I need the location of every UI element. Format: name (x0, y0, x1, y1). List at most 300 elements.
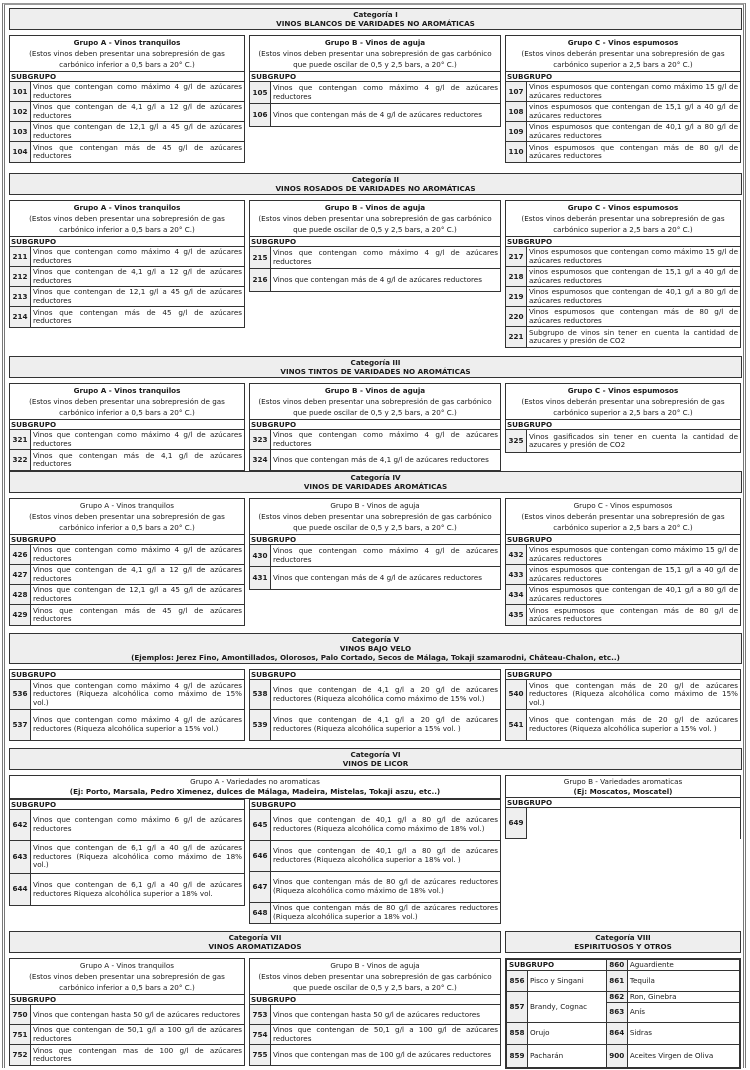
group-header (506, 36, 740, 72)
group-cat6-A-header (9, 775, 501, 799)
subgroup-header: SUBGRUPO (250, 237, 500, 247)
subgroup-description: Vinos que contengan más de 4,1 g/l de azúcares reductores (33, 450, 242, 469)
subgroup-row (506, 327, 740, 347)
subgroup-description: Vinos que contengan como máximo 4 g/l de azúcares reductores (273, 430, 498, 448)
subgroup-row (10, 1025, 244, 1045)
subgroup-row (250, 567, 500, 589)
subgroup-header: SUBGRUPO (250, 995, 500, 1005)
subgroup-description: Vinos que contengan de 4,1 g/l a 12 g/l de azúcares reductores (33, 267, 242, 285)
subgroup-description: Ron, Ginebra (627, 992, 739, 1003)
group-note: que puede oscilar de 0,5 y 2,5 bars, a 20° C.) (293, 983, 457, 993)
subgroup-row (506, 82, 740, 102)
group-note: (Estos vinos deben presentar una sobrepresión de gas carbónico (258, 512, 492, 522)
subgroup-code: 110 (506, 142, 527, 162)
group-title: Grupo C - Vinos espumosos (567, 386, 679, 395)
subgroup-code: 861 (606, 971, 627, 992)
subgroup-description: vinos espumosos que contengan de 15,1 g/l a 40 g/l de azúcares reductores (529, 565, 738, 583)
group-title: Grupo A - Vinos tranquilos (73, 38, 181, 47)
subgroup-description: Vinos que contengan de 50,1 g/l a 100 g/l de azúcares reductores (33, 1025, 242, 1043)
group-cat7-1 (249, 958, 501, 1066)
subgroup-code: 751 (10, 1025, 31, 1044)
group-cat6-A-left (9, 799, 245, 906)
subgroup-row (10, 430, 244, 450)
subgroup-description: Vinos que contengan de 12,1 g/l a 45 g/l de azúcares reductores (33, 585, 242, 603)
subgroup-code: 101 (10, 82, 31, 101)
group-title: Grupo A - Variedades no aromaticas (190, 777, 320, 786)
subgroup-row (250, 903, 500, 923)
category-title: Categoría I (353, 10, 398, 19)
subgroup-code: 754 (250, 1025, 271, 1044)
subgroup-header: SUBGRUPO (506, 237, 740, 247)
group-note: (Ej: Moscatos, Moscatel) (573, 786, 673, 796)
subgroup-description: Vinos que contengan como máximo 4 g/l de azúcares reductores (Riqueza alcohólica superior a 15% vol.) (33, 715, 242, 733)
category-header (9, 931, 501, 953)
subgroup-code: 537 (10, 710, 31, 740)
subgroup-description: Vinos que contengan de 4,1 g/l a 12 g/l de azúcares reductores (33, 102, 242, 120)
subgroup-row (250, 450, 500, 470)
subgroup-description: Vinos espumosos que contengan de 40,1 g/l a 80 g/l de azúcares reductores (529, 287, 738, 305)
subgroup-header: SUBGRUPO (250, 420, 500, 430)
subgroup-code: 857 (507, 992, 528, 1023)
subgroup-description: Vinos espumosos que contengan como máximo 15 g/l de azúcares reductores (529, 247, 738, 265)
subgroup-description: Pisco y Singani (528, 971, 607, 992)
group-title: Grupo A - Vinos tranquilos (79, 501, 175, 510)
group-header (506, 384, 740, 420)
subgroup-row (10, 810, 244, 841)
category-cat6 (9, 748, 742, 770)
subgroup-header: SUBGRUPO (10, 237, 244, 247)
subgroup-row (506, 680, 740, 710)
subgroup-description: Vinos que contengan como máximo 4 g/l de azúcares reductores (Riqueza alcohólica como máximo de 15% vol.) (33, 680, 242, 707)
group-note: que puede oscilar de 0,5 y 2,5 bars, a 20° C.) (293, 225, 457, 235)
group-title: Grupo B - Variedades aromaticas (563, 777, 683, 786)
group-title: Grupo B - Vinos de aguja (330, 501, 420, 510)
subgroup-code: 858 (507, 1023, 528, 1045)
group-title: Grupo B - Vinos de aguja (324, 203, 426, 212)
group-header (506, 776, 740, 798)
category-cat4 (9, 471, 742, 493)
subgroup-row (10, 874, 244, 905)
subgroup-description: Vinos que contengan hasta 50 g/l de azúcares reductores (273, 1009, 481, 1019)
group-header (506, 499, 740, 535)
subgroup-code: 214 (10, 307, 31, 327)
subgroup-description: Vinos que contengan más de 4 g/l de azúcares reductores (273, 110, 482, 120)
subgroup-code: 102 (10, 102, 31, 121)
group-header (10, 959, 244, 995)
subgroup-header: SUBGRUPO (250, 72, 500, 82)
subgroup-header: SUBGRUPO (10, 72, 244, 82)
group-note: (Estos vinos deben presentar una sobrepresión de gas carbónico (258, 49, 492, 59)
subgroup-code: 863 (606, 1003, 627, 1023)
subgroup-code: 860 (606, 960, 627, 971)
subgroup-code: 321 (10, 430, 31, 449)
subgroup-code: 323 (250, 430, 271, 449)
subgroup-code: 217 (506, 247, 527, 266)
subgroup-code: 900 (606, 1045, 627, 1068)
subgroup-code: 216 (250, 269, 271, 291)
subgroup-description: Vinos que contengan de 40,1 g/l a 80 g/l de azúcares reductores (Riqueza alcohólica como máximo de 18% vol.) (273, 815, 498, 833)
subgroup-description: Vinos que contengan más de 45 g/l de azúcares reductores (33, 307, 242, 326)
subgroup-row (10, 545, 244, 565)
subgroup-row (250, 872, 500, 903)
subgroup-description: Vinos espumosos que contengan de 40,1 g/l a 80 g/l de azúcares reductores (529, 122, 738, 140)
group-note: (Estos vinos deben presentar una sobrepresión de gas (29, 397, 225, 407)
subgroup-code: 862 (606, 992, 627, 1003)
subgroup-row (10, 680, 244, 710)
subgroup-code: 220 (506, 307, 527, 326)
subgroup-description: Vinos que contengan más de 80 g/l de azúcares reductores (Riqueza alcohólica superior a 18% vol.) (273, 903, 498, 921)
group-note: carbónico inferior a 0,5 bars a 20° C.) (59, 523, 195, 533)
subgroup-description: Vinos que contengan de 4,1 g/l a 20 g/l de azúcares reductores (Riqueza alcohólica como máximo de 15% vol.) (273, 684, 498, 703)
category-cat2 (9, 173, 742, 195)
subgroup-row (507, 1023, 740, 1045)
subgroup-row (507, 1045, 740, 1068)
group-note: (Estos vinos deberán presentar una sobrepresión de gas (521, 397, 725, 407)
group-note: (Estos vinos deben presentar una sobrepresión de gas (29, 512, 225, 522)
subgroup-code: 538 (250, 680, 271, 709)
subgroup-code: 434 (506, 585, 527, 604)
subgroup-code: 859 (507, 1045, 528, 1068)
subgroup-code: 211 (10, 247, 31, 266)
subgroup-row (507, 971, 740, 992)
subgroup-description: Vinos que contengan más de 80 g/l de azúcares reductores (Riqueza alcohólica como máximo de 18% vol.) (273, 877, 498, 895)
subgroup-header: SUBGRUPO (507, 960, 607, 971)
subgroup-description: Vinos espumosos que contengan de 40,1 g/l a 80 g/l de azúcares reductores (529, 585, 738, 603)
subgroup-header: SUBGRUPO (10, 800, 244, 810)
subgroup-code: 324 (250, 450, 271, 470)
subgroup-row (10, 1045, 244, 1065)
subgroup-row (10, 585, 244, 605)
subgroup-row (506, 585, 740, 605)
subgroup-code: 104 (10, 142, 31, 162)
group-cat4-1 (249, 498, 501, 590)
subgroup-code: 108 (506, 102, 527, 121)
subgroup-description: Vinos que contengan de 40,1 g/l a 80 g/l de azúcares reductores (Riqueza alcohólica superior a 18% vol. ) (273, 846, 498, 864)
subgroup-description: Vinos que contengan más de 20 g/l de azúcares reductores (Riqueza alcohólica como máximo de 15% vol.) (529, 680, 738, 707)
group-header (250, 36, 500, 72)
subgroup-header: SUBGRUPO (506, 670, 740, 680)
subgroup-description: Vinos que contengan como máximo 4 g/l de azúcares reductores (273, 546, 498, 564)
group-note: (Ej: Porto, Marsala, Pedro Ximenez, dulces de Málaga, Madeira, Mistelas, Tokaji aszu, etc..) (69, 786, 441, 796)
subgroup-code: 427 (10, 565, 31, 584)
subgroup-description: Vinos espumosos que contengan como máximo 15 g/l de azúcares reductores (529, 545, 738, 563)
category-title: Categoría V (351, 635, 400, 644)
subgroup-description: Sidras (627, 1023, 739, 1045)
subgroup-header: SUBGRUPO (10, 535, 244, 545)
subgroup-code: 212 (10, 267, 31, 286)
subgroup-description: Vinos que contengan más de 45 g/l de azúcares reductores (33, 142, 242, 161)
subgroup-code: 109 (506, 122, 527, 141)
group-note: (Estos vinos deberán presentar una sobrepresión de gas (521, 214, 725, 224)
group-cat1-1 (249, 35, 501, 127)
subgroup-header: SUBGRUPO (506, 72, 740, 82)
group-header (250, 201, 500, 237)
subgroup-description: Pacharán (528, 1045, 607, 1068)
subgroup-row (10, 247, 244, 267)
group-header (10, 201, 244, 237)
subgroup-description: Vinos que contengan más de 45 g/l de azúcares reductores (33, 605, 242, 624)
subgroup-header: SUBGRUPO (10, 420, 244, 430)
subgroup-code: 431 (250, 567, 271, 589)
group-header (250, 384, 500, 420)
subgroup-row (10, 122, 244, 142)
subgroup-description: Subgrupo de vinos sin tener en cuenta la cantidad de azucares y presión de CO2 (529, 327, 738, 346)
subgroup-row (506, 430, 740, 452)
subgroup-code: 645 (250, 810, 271, 840)
group-title: Grupo A - Vinos tranquilos (73, 386, 181, 395)
subgroup-row (10, 450, 244, 470)
subgroup-description: Aguardiente (627, 960, 739, 971)
subgroup-description: Vinos que contengan como máximo 4 g/l de azúcares reductores (33, 545, 242, 563)
category-subtitle: VINOS BLANCOS DE VARIDADES NO AROMÁTICAS (276, 19, 475, 28)
subgroup-header: SUBGRUPO (250, 800, 500, 810)
category-header (9, 8, 742, 30)
subgroup-description: Vinos que contengan mas de 100 g/l de azúcares reductores (33, 1045, 242, 1064)
group-header (506, 201, 740, 237)
subgroup-code: 426 (10, 545, 31, 564)
category-subtitle: VINOS DE VARIDADES AROMÁTICAS (303, 482, 448, 491)
subgroup-row (506, 102, 740, 122)
group-cat3-0 (9, 383, 245, 471)
subgroup-code: 221 (506, 327, 527, 347)
group-cat4-0 (9, 498, 245, 626)
subgroup-row (250, 1045, 500, 1065)
group-cat5-0 (9, 669, 245, 741)
subgroup-description: Aceites Virgen de Oliva (627, 1045, 739, 1068)
subgroup-description: Brandy, Cognac (528, 992, 607, 1023)
subgroup-header: SUBGRUPO (506, 798, 740, 808)
category-examples: (Ejemplos: Jerez Fino, Amontillados, Olorosos, Palo Cortado, Secos de Málaga, Tokaji szamarodni, Château-Chalon, etc..) (131, 653, 620, 662)
subgroup-code: 325 (506, 430, 527, 452)
group-note: (Estos vinos deben presentar una sobrepresión de gas (29, 972, 225, 982)
group-header (10, 776, 500, 797)
subgroup-code: 429 (10, 605, 31, 625)
subgroup-row (10, 565, 244, 585)
subgroup-code: 752 (10, 1045, 31, 1065)
subgroup-row (250, 680, 500, 710)
group-cat1-0 (9, 35, 245, 163)
subgroup-description: Vinos que contengan como máximo 4 g/l de azúcares reductores (273, 248, 498, 266)
subgroup-code: 642 (10, 810, 31, 840)
subgroup-code: 750 (10, 1005, 31, 1024)
group-cat2-2 (505, 200, 741, 348)
category-subtitle: VINOS TINTOS DE VARIDADES NO AROMÁTICAS (280, 367, 471, 376)
subgroup-row (250, 810, 500, 841)
subgroup-code: 753 (250, 1005, 271, 1024)
subgroup-row (506, 565, 740, 585)
subgroup-row (10, 307, 244, 327)
subgroup-description: Vinos que contengan como máximo 4 g/l de azúcares reductores (273, 83, 498, 101)
subgroup-row (250, 430, 500, 450)
subgroup-code: 647 (250, 872, 271, 902)
subgroup-header: SUBGRUPO (506, 535, 740, 545)
subgroup-description: Anís (627, 1003, 739, 1023)
group-title: Grupo B - Vinos de aguja (330, 961, 420, 970)
subgroup-description: Vinos espumosos que contengan más de 80 g/l de azúcares reductores (529, 307, 738, 325)
group-title: Grupo B - Vinos de aguja (324, 386, 426, 395)
category-header (9, 471, 742, 493)
subgroup-code: 105 (250, 82, 271, 103)
subgroup-code: 219 (506, 287, 527, 306)
subgroup-description: Vinos que contengan de 6,1 g/l a 40 g/l de azúcares reductores (Riqueza alcohólica como máximo de 18% vol.) (33, 843, 242, 870)
group-note: carbónico superior a 2,5 bars a 20° C.) (553, 523, 693, 533)
subgroup-code: 646 (250, 841, 271, 871)
category-subtitle: VINOS ROSADOS DE VARIDADES NO AROMÁTICAS (275, 184, 476, 193)
group-note: (Estos vinos deben presentar una sobrepresión de gas carbónico (258, 397, 492, 407)
subgroup-code: 107 (506, 82, 527, 101)
category-subtitle: VINOS BAJO VELO (339, 644, 412, 653)
subgroup-description: Vinos que contengan como máximo 4 g/l de azúcares reductores (33, 82, 242, 100)
group-note: (Estos vinos deben presentar una sobrepresión de gas (29, 49, 225, 59)
group-cat3-1 (249, 383, 501, 471)
subgroup-description: Vinos que contengan de 12,1 g/l a 45 g/l de azúcares reductores (33, 122, 242, 140)
group-cat3-2 (505, 383, 741, 453)
group-cat7-0 (9, 958, 245, 1066)
subgroup-code: 536 (10, 680, 31, 709)
group-header (250, 499, 500, 535)
subgroup-description: vinos espumosos que contengan de 15,1 g/l a 40 g/l de azúcares reductores (529, 102, 738, 120)
subgroup-row (506, 605, 740, 625)
subgroup-header: SUBGRUPO (250, 670, 500, 680)
group-note: que puede oscilar de 0,5 y 2,5 bars, a 20° C.) (293, 408, 457, 418)
subgroup-code: 856 (507, 971, 528, 992)
subgroup-header: SUBGRUPO (250, 535, 500, 545)
subgroup-description: Vinos que contengan de 12,1 g/l a 45 g/l de azúcares reductores (33, 287, 242, 305)
subgroup-row (10, 102, 244, 122)
group-cat2-1 (249, 200, 501, 292)
subgroup-code: 649 (506, 808, 527, 839)
subgroup-code: 213 (10, 287, 31, 306)
group-header (10, 384, 244, 420)
group-title: Grupo C - Vinos espumosos (567, 203, 679, 212)
subgroup-description: Vinos que contengan de 50,1 g/l a 100 g/l de azúcares reductores (273, 1025, 498, 1043)
subgroup-row (10, 82, 244, 102)
category-title: Categoría IV (350, 473, 401, 482)
group-note: carbónico superior a 2,5 bars a 20° C.) (553, 225, 693, 235)
category-subtitle: VINOS DE LICOR (342, 759, 409, 768)
subgroup-row (10, 1005, 244, 1025)
cat8-table (505, 958, 741, 1069)
subgroup-description: Vinos que contengan hasta 50 g/l de azúcares reductores (33, 1009, 241, 1019)
subgroup-row (506, 142, 740, 162)
group-title: Grupo B - Vinos de aguja (324, 38, 426, 47)
subgroup-description: Vinos gasificados sin tener en cuenta la cantidad de azucares y presión de CO2 (529, 431, 738, 450)
subgroup-header: SUBGRUPO (10, 670, 244, 680)
subgroup-description: Vinos que contengan más de 4 g/l de azúcares reductores (273, 275, 482, 285)
subgroup-description: Tequila (627, 971, 739, 992)
subgroup-description: Vinos que contengan de 6,1 g/l a 40 g/l de azúcares reductores Riqueza alcohólica superior a 18% vol. (33, 879, 242, 898)
subgroup-code: 541 (506, 710, 527, 740)
group-note: carbónico inferior a 0,5 bars a 20° C.) (59, 225, 195, 235)
classification-document (2, 3, 746, 1068)
subgroup-row (10, 710, 244, 740)
subgroup-header: SUBGRUPO (10, 995, 244, 1005)
group-note: (Estos vinos deben presentar una sobrepresión de gas (29, 214, 225, 224)
subgroup-description: Vinos que contengan como máximo 4 g/l de azúcares reductores (33, 430, 242, 448)
group-cat5-1 (249, 669, 501, 741)
subgroup-row (250, 1025, 500, 1045)
subgroup-description: Vinos que contengan como máximo 4 g/l de azúcares reductores (33, 247, 242, 265)
category-title: Categoría VII (228, 933, 282, 942)
subgroup-row (10, 605, 244, 625)
subgroup-description: Vinos espumosos que contengan más de 80 g/l de azúcares reductores (529, 142, 738, 161)
subgroup-code: 433 (506, 565, 527, 584)
subgroup-row (10, 287, 244, 307)
category-title: Categoría VI (350, 750, 401, 759)
subgroup-code: 215 (250, 247, 271, 268)
group-note: carbónico inferior a 0,5 bars a 20° C.) (59, 983, 195, 993)
subgroup-row (506, 287, 740, 307)
category-subtitle: ESPIRITUOSOS Y OTROS (574, 942, 672, 951)
category-subtitle: VINOS AROMATIZADOS (208, 942, 302, 951)
group-note: carbónico superior a 2,5 bars a 20° C.) (553, 408, 693, 418)
subgroup-row (250, 82, 500, 104)
subgroup-description: Vinos espumosos que contengan como máximo 15 g/l de azúcares reductores (529, 82, 738, 100)
category-title: Categoría II (351, 175, 400, 184)
category-cat7 (9, 931, 501, 953)
subgroup-code: 322 (10, 450, 31, 470)
subgroup-row (250, 1005, 500, 1025)
subgroup-header: SUBGRUPO (506, 420, 740, 430)
subgroup-description: Vinos que contengan de 4,1 g/l a 12 g/l de azúcares reductores (33, 565, 242, 583)
subgroup-code: 540 (506, 680, 527, 709)
subgroup-row (10, 841, 244, 874)
subgroup-description: Vinos que contengan más de 20 g/l de azúcares reductores (Riqueza alcohólica superior a 15% vol. ) (529, 715, 738, 733)
subgroup-row (507, 992, 740, 1003)
group-title: Grupo A - Vinos tranquilos (73, 203, 181, 212)
category-title: Categoría VIII (595, 933, 651, 942)
category-cat1 (9, 8, 742, 30)
group-title: Grupo C - Vinos espumosos (573, 501, 673, 510)
group-cat6-A-right (249, 799, 501, 924)
subgroup-code: 755 (250, 1045, 271, 1065)
subgroup-code: 648 (250, 903, 271, 923)
group-note: que puede oscilar de 0,5 y 2,5 bars, a 20° C.) (293, 60, 457, 70)
subgroup-row (507, 960, 740, 971)
subgroup-description: vinos espumosos que contengan de 15,1 g/l a 40 g/l de azúcares reductores (529, 267, 738, 285)
group-header (250, 959, 500, 995)
group-cat6-B (505, 775, 741, 839)
subgroup-code: 430 (250, 545, 271, 566)
group-header (10, 499, 244, 535)
subgroup-description: Vinos que contengan de 4,1 g/l a 20 g/l de azúcares reductores (Riqueza alcohólica superior a 15% vol. ) (273, 715, 498, 733)
subgroup-row (10, 267, 244, 287)
subgroup-row (506, 545, 740, 565)
category-header (9, 356, 742, 378)
subgroup-code: 864 (606, 1023, 627, 1045)
group-note: (Estos vinos deben presentar una sobrepresión de gas carbónico (258, 972, 492, 982)
category-header (9, 173, 742, 195)
subgroup-description: Orujo (528, 1023, 607, 1045)
subgroup-row (506, 710, 740, 740)
subgroup-row (506, 247, 740, 267)
category-cat8 (505, 931, 741, 953)
group-note: carbónico inferior a 0,5 bars a 20° C.) (59, 408, 195, 418)
group-note: que puede oscilar de 0,5 y 2,5 bars, a 20° C.) (293, 523, 457, 533)
subgroup-row (506, 307, 740, 327)
category-header (9, 633, 742, 664)
subgroup-description: Vinos espumosos que contengan más de 80 g/l de azúcares reductores (529, 605, 738, 624)
subgroup-code: 539 (250, 710, 271, 740)
subgroup-row (250, 841, 500, 872)
group-note: (Estos vinos deberán presentar una sobrepresión de gas (521, 49, 725, 59)
subgroup-description: Vinos que contengan más de 4 g/l de azúcares reductores (273, 573, 482, 583)
group-cat4-2 (505, 498, 741, 626)
subgroup-row (10, 142, 244, 162)
subgroup-row (506, 267, 740, 287)
category-cat5 (9, 633, 742, 664)
subgroup-row (250, 104, 500, 126)
